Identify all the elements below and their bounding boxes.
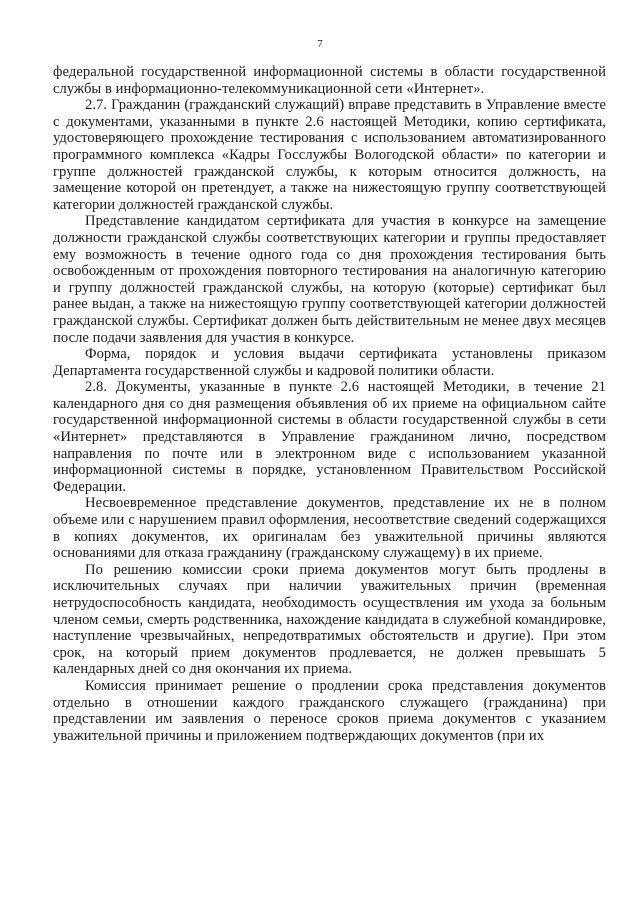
paragraph-2-8: 2.8. Документы, указанные в пункте 2.6 настоящей Методики, в течение 21 календарного дня со дня размещения объявления об их приеме на официальном сайте государственной информационной системы в области государственной службы в сети «Интернет» представляются в Управление гражданином лично, посредством направления по почте или в электронном виде с использованием указанной информационной системы в порядке, установленном Правительством Российской Федерации. xyxy=(53,379,606,495)
paragraph-commission-decision: Комиссия принимает решение о продлении срока представления документов отдельно в отношении каждого гражданского служащего (гражданина) при представлении им заявления о переносе сроков приема документов с указанием уважительной причины и приложением подтверждающих документов (при их xyxy=(53,677,606,744)
paragraph-certificate-form: Форма, порядок и условия выдачи сертификата установлены приказом Департамента государственной службы и кадровой политики области. xyxy=(53,346,606,379)
paragraph-certificate-presentation: Представление кандидатом сертификата для участия в конкурсе на замещение должности гражданской службы соответствующих категории и группы предоставляет ему возможность в течение одного года со дня прохождения тестирования быть освобожденным от прохождения повторного тестирования на аналогичную категорию и группу должностей гражданской службы, на которую (которые) сертификат был ранее выдан, а также на нижестоящую группу соответствующей категории должностей гражданской службы. Сертификат должен быть действительным не менее двух месяцев после подачи заявления для участия в конкурсе. xyxy=(53,213,606,346)
paragraph-untimely-submission: Несвоевременное представление документов, представление их не в полном объеме или с нарушением правил оформления, несоответствие сведений содержащихся в копиях документов, их оригиналам без уважительной причины являются основаниями для отказа гражданину (гражданскому служащему) в их приеме. xyxy=(53,495,606,562)
page-number: 7 xyxy=(317,38,323,50)
paragraph-continuation: федеральной государственной информационной системы в области государственной службы в информационно-телекоммуникационной сети «Интернет». xyxy=(53,64,606,97)
paragraph-2-7: 2.7. Гражданин (гражданский служащий) вправе представить в Управление вместе с документами, указанными в пункте 2.6 настоящей Методики, копию сертификата, удостоверяющего прохождение тестирования с использованием автоматизированного программного комплекса «Кадры Госслужбы Вологодской области» по категории и группе должностей гражданской службы, к которым относится должность, на замещение которой он претендует, а также на нижестоящую группу соответствующей категории должностей гражданской службы. xyxy=(53,97,606,213)
paragraph-deadline-extension: По решению комиссии сроки приема документов могут быть продлены в исключительных случаях при наличии уважительных причин (временная нетрудоспособность кандидата, необходимость осуществления им ухода за больным членом семьи, смерть родственника, нахождение кандидата в служебной командировке, наступление чрезвычайных, непредотвратимых обстоятельств и другие). При этом срок, на который прием документов продлевается, не должен превышать 5 календарных дней со дня окончания их приема. xyxy=(53,561,606,678)
document-body xyxy=(53,64,606,744)
